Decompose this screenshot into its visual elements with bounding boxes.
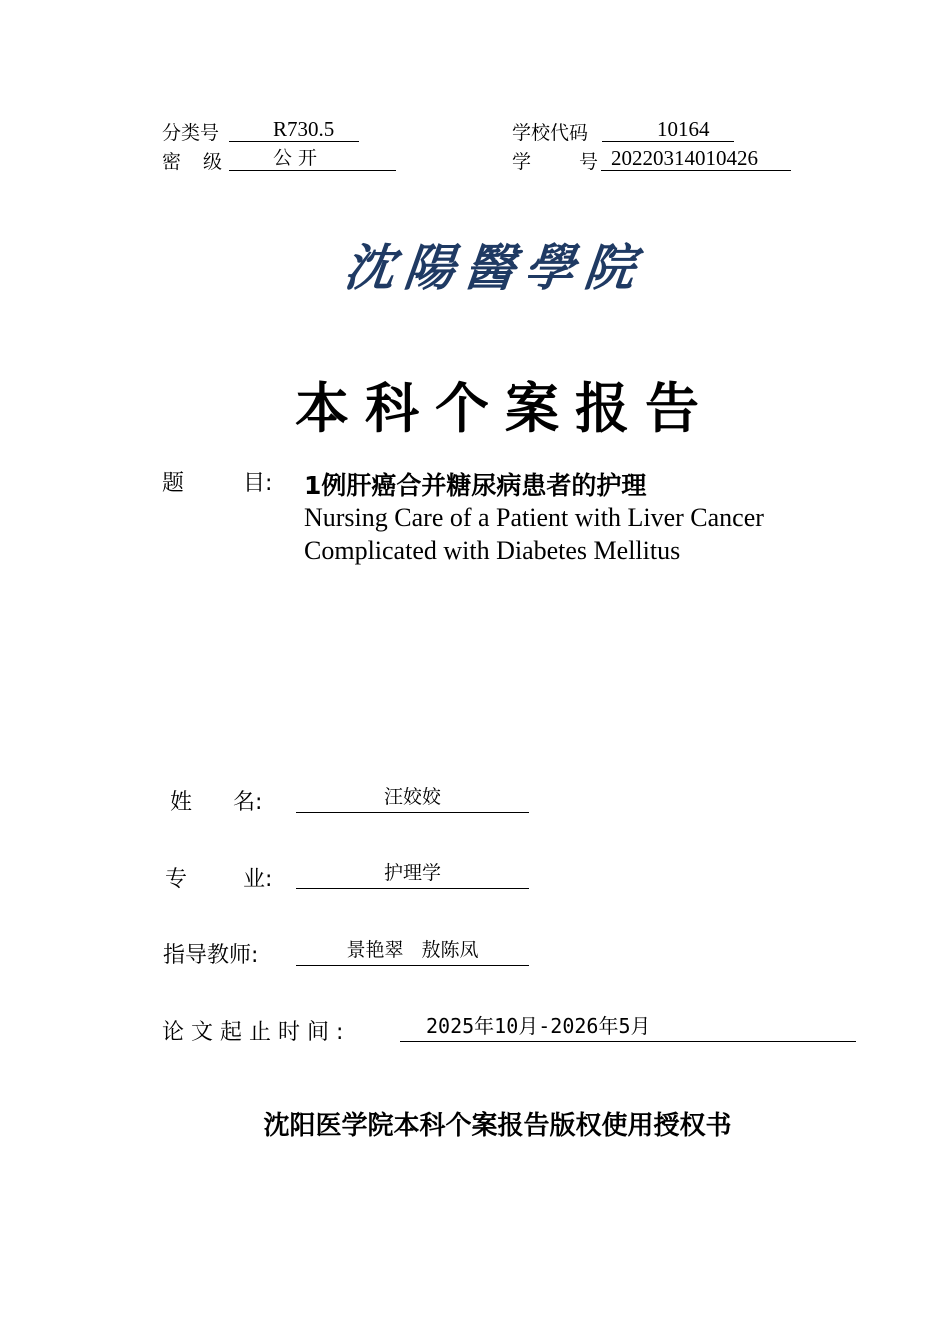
major-label: 专 bbox=[165, 867, 188, 892]
student-id-label: 学号 bbox=[512, 151, 647, 173]
topic-label-2: 目: bbox=[243, 471, 273, 496]
major-value: 护理学 bbox=[296, 858, 529, 889]
university-logo: 沈陽醫學院 bbox=[341, 238, 648, 297]
secrecy-label: 密级 bbox=[162, 151, 245, 173]
report-title: 本科个案报告 bbox=[295, 377, 715, 440]
student-id-value: 20220314010426 bbox=[601, 146, 791, 171]
school-code-value: 10164 bbox=[602, 117, 734, 142]
copyright-authorization-title: 沈阳医学院本科个案报告版权使用授权书 bbox=[263, 1111, 732, 1141]
topic-english-line-1: Nursing Care of a Patient with Liver Cancer bbox=[304, 503, 764, 532]
topic-chinese: 1例肝癌合并糖尿病患者的护理 bbox=[304, 471, 647, 500]
classification-label: 分类号 bbox=[162, 122, 220, 144]
period-label: 论 文 起 止 时 间 : bbox=[162, 1020, 344, 1045]
name-label: 姓 bbox=[170, 790, 193, 815]
topic-english-line-2: Complicated with Diabetes Mellitus bbox=[304, 536, 681, 565]
name-value: 汪姣姣 bbox=[296, 782, 529, 813]
name-label-2: 名: bbox=[233, 790, 263, 815]
classification-value: R730.5 bbox=[229, 117, 359, 142]
advisor-value: 景艳翠 敖陈凤 bbox=[296, 935, 529, 966]
topic-label: 题 bbox=[162, 471, 185, 496]
secrecy-value: 公 开 bbox=[229, 146, 396, 171]
advisor-label: 指导教师: bbox=[163, 943, 259, 968]
period-value: 2025年10月-2026年5月 bbox=[400, 1011, 856, 1042]
school-code-label: 学校代码 bbox=[512, 122, 589, 144]
major-label-2: 业: bbox=[243, 867, 273, 892]
